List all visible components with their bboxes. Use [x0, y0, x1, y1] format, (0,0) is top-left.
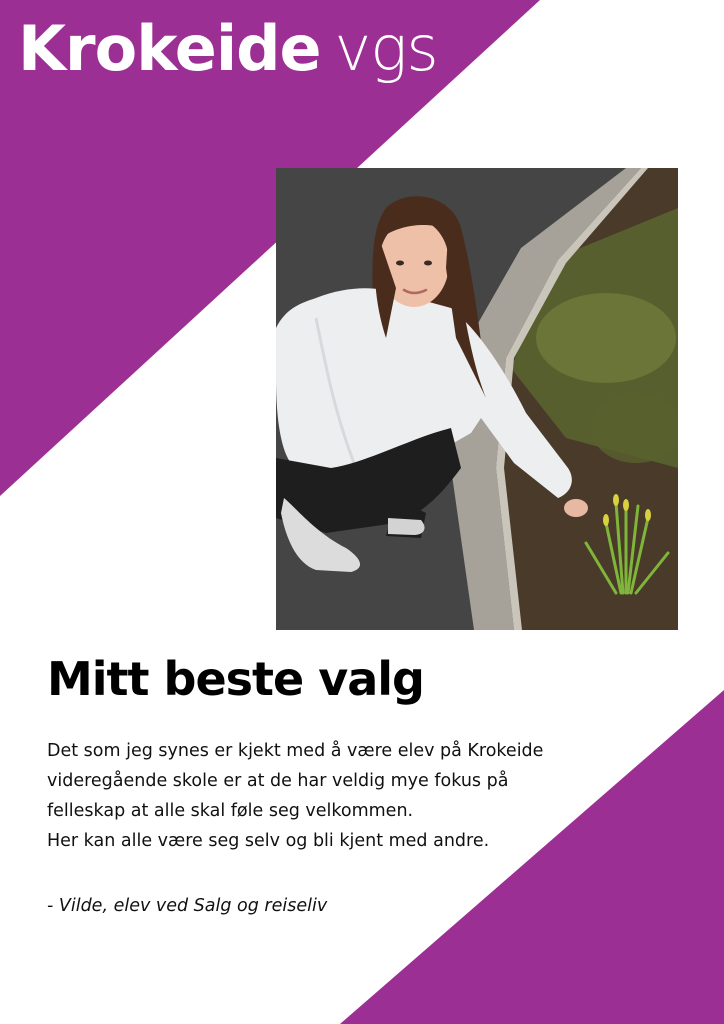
body-line: Det som jeg synes er kjekt med å være elev på Krokeide	[47, 741, 544, 761]
body-line: Her kan alle være seg selv og bli kjent med andre.	[47, 831, 490, 851]
quote-attribution: - Vilde, elev ved Salg og reiseliv	[47, 896, 328, 916]
student-photo	[276, 168, 678, 630]
body-line: videregående skole er at de har veldig mye fokus på	[47, 771, 509, 791]
body-text	[47, 736, 607, 856]
headline: Mitt beste valg	[47, 652, 424, 706]
school-logo[interactable]	[18, 12, 438, 85]
logo-brand: Krokeide	[18, 12, 321, 85]
logo-suffix: vgs	[334, 12, 438, 85]
body-line: felleskap at alle skal føle seg velkommen.	[47, 801, 414, 821]
